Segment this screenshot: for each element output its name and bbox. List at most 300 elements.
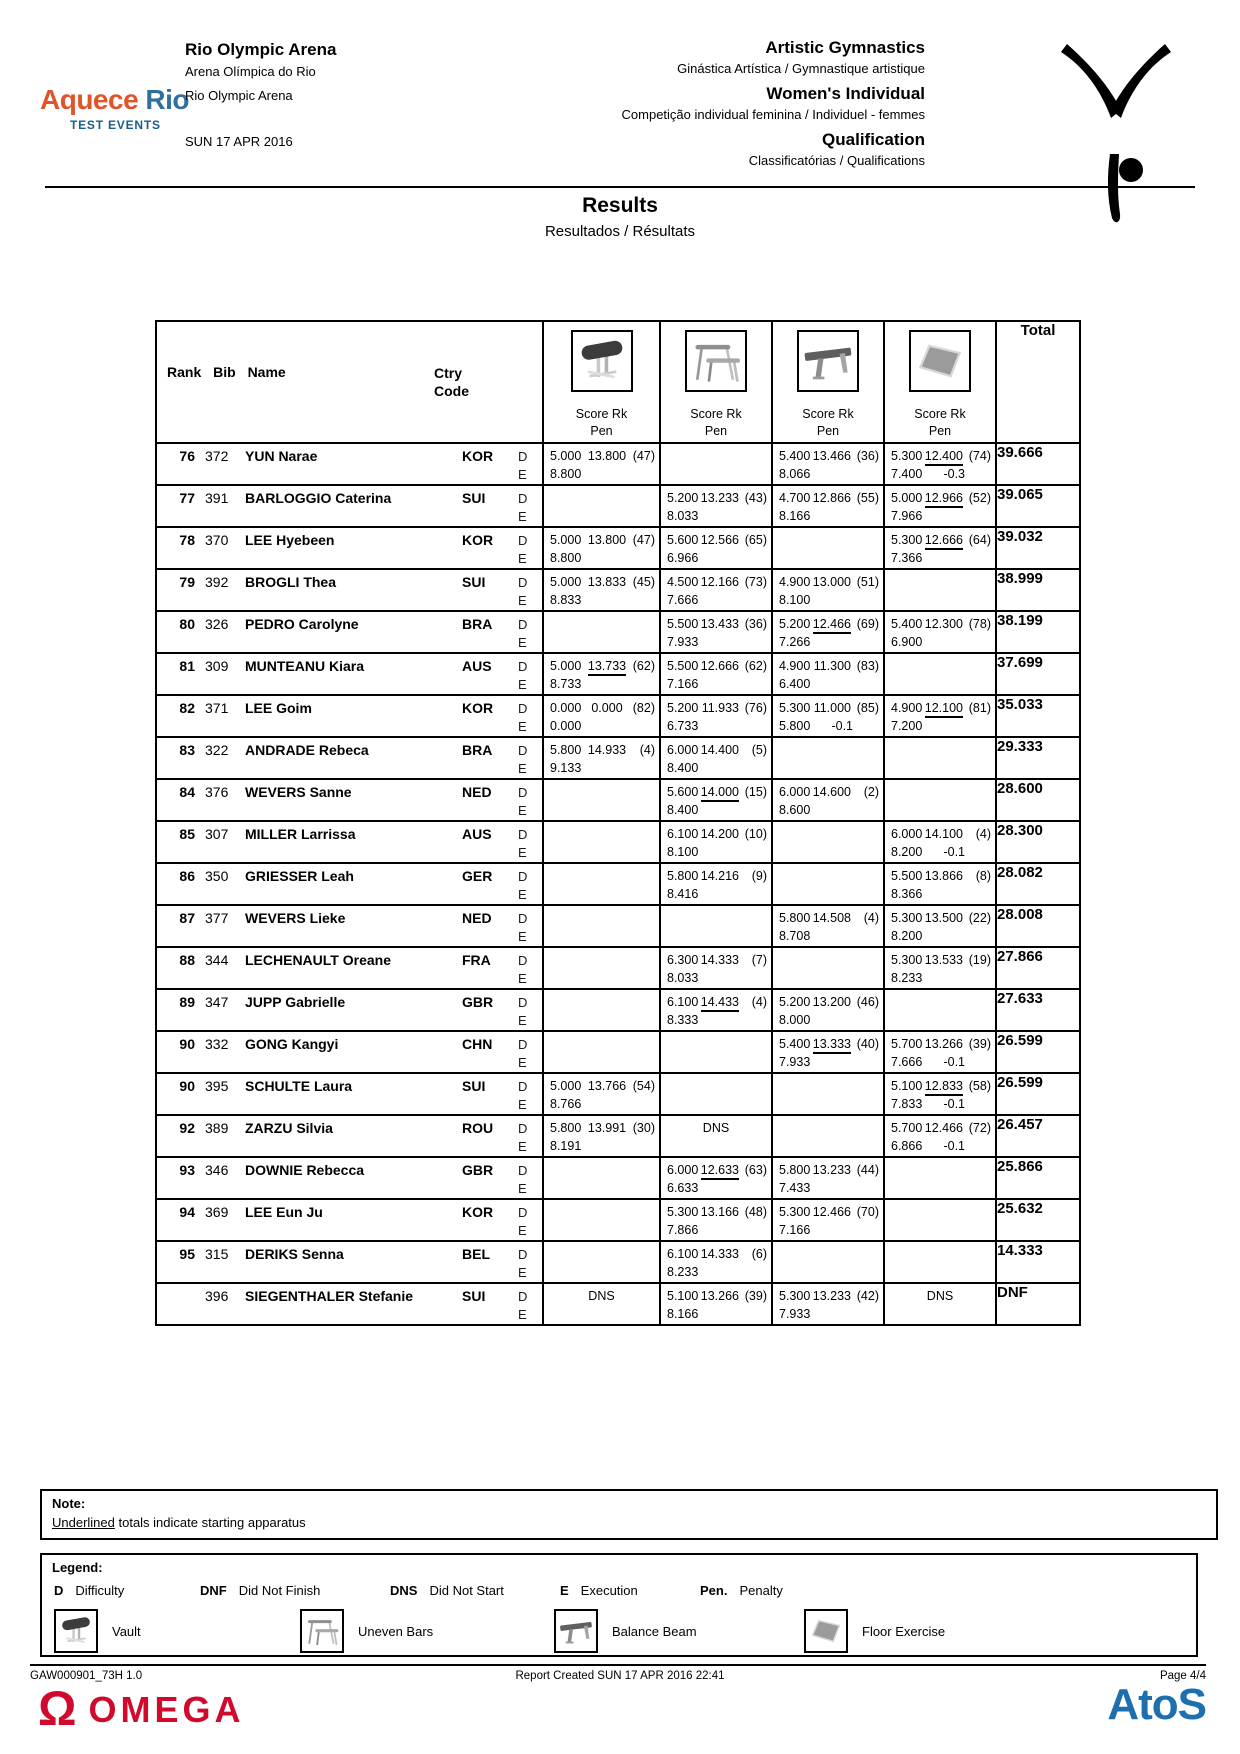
de-labels: D E [518,1163,528,1196]
legend-label: Legend: [52,1560,103,1575]
rank: 88 [179,952,195,968]
rank: 93 [179,1162,195,1178]
total-score: 26.457 [996,1115,1080,1157]
apparatus-score: 12.466 [924,1121,963,1135]
apparatus-score: 13.766 [587,1079,627,1093]
note-label: Note: [52,1496,86,1511]
e-score: 8.166 [779,509,811,523]
d-score: 5.200 [667,491,699,505]
total-score: 25.866 [996,1157,1080,1199]
e-score: 6.866 [891,1139,923,1153]
bib-number: 315 [205,1246,229,1262]
table-row [156,947,1080,989]
total-column-header: Total [996,321,1080,443]
balance-beam-score-cell [772,989,884,1031]
athlete-cell [156,1031,543,1073]
country-code: AUS [462,826,492,842]
apparatus-score: 14.333 [700,1247,739,1261]
uneven-bars-column-header: Score Rk Pen [660,321,772,443]
e-score: 8.400 [667,761,699,775]
country-code: KOR [462,448,494,464]
balance-beam-score-cell [772,569,884,611]
uneven-bars-score-cell [660,1283,772,1325]
bib-number: 396 [205,1288,229,1304]
apparatus-rank: (58) [968,1079,991,1093]
athlete-name: LEE Goim [245,700,312,716]
apparatus-rank: (4) [639,743,655,757]
apparatus-score: 12.566 [700,533,739,547]
e-score: 8.708 [779,929,811,943]
total-score: 28.008 [996,905,1080,947]
de-labels: D E [518,995,528,1028]
d-score: 4.900 [779,575,811,589]
penalty: -0.1 [831,719,853,733]
vault-score-cell [543,569,660,611]
legend-apparatus-item [54,1609,141,1653]
table-row [156,863,1080,905]
e-score: 8.366 [891,887,923,901]
vault-icon [54,1609,98,1653]
bib-number: 376 [205,784,229,800]
balance-beam-score-cell [772,821,884,863]
athlete-cell [156,779,543,821]
uneven-bars-score-cell [660,1031,772,1073]
d-score: 4.500 [667,575,699,589]
de-labels: D E [518,953,528,986]
d-score: 5.200 [779,995,811,1009]
apparatus-rank: (52) [968,491,991,505]
apparatus-score: 13.166 [700,1205,739,1219]
table-row [156,695,1080,737]
event-block [500,38,925,168]
country-code: AUS [462,658,492,674]
apparatus-rank: (39) [744,1289,767,1303]
country-code: ROU [462,1120,494,1136]
uneven-bars-score-cell [660,443,772,485]
e-score: 7.933 [779,1055,811,1069]
bib-number: 309 [205,658,229,674]
rank: 90 [179,1078,195,1094]
report-code: GAW000901_73H 1.0 [30,1670,143,1682]
e-score: 8.000 [779,1013,811,1027]
table-row [156,443,1080,485]
d-score: 4.900 [779,659,811,673]
e-score: 8.100 [779,593,811,607]
e-score: 8.033 [667,509,699,523]
athlete-name: SCHULTE Laura [245,1078,353,1094]
d-score: 5.500 [667,617,699,631]
total-score: DNF [996,1283,1080,1325]
apparatus-rank: (10) [744,827,767,841]
country-code: GER [462,868,493,884]
vault-score-cell [543,821,660,863]
note-text: Underlined totals indicate starting apparatus [52,1515,306,1530]
apparatus-rank: (39) [968,1037,991,1051]
apparatus-score: 11.300 [813,659,851,673]
apparatus-rank: (4) [975,827,991,841]
apparatus-score: 14.433 [701,995,739,1012]
e-score: 7.966 [891,509,923,523]
apparatus-rank: (47) [632,533,655,547]
de-labels: D E [518,827,528,860]
table-row [156,1199,1080,1241]
floor-exercise-score-cell [884,863,996,905]
athlete-cell [156,863,543,905]
table-row [156,653,1080,695]
apparatus-score: 13.233 [700,491,739,505]
apparatus-score: 12.966 [925,491,963,508]
d-score: 5.000 [550,449,582,463]
balance-beam-score-cell [772,947,884,989]
apparatus-rank: (43) [744,491,767,505]
d-score: 5.000 [550,659,582,673]
d-score: 5.000 [550,533,582,547]
floor-exercise-score-cell [884,611,996,653]
bib-number: 389 [205,1120,229,1136]
athlete-name: SIEGENTHALER Stefanie [245,1288,414,1304]
de-labels: D E [518,869,528,902]
bib-number: 369 [205,1204,229,1220]
legend-box [40,1553,1198,1657]
d-score: 5.700 [891,1121,923,1135]
de-labels: D E [518,533,528,566]
balance-beam-score-cell [772,905,884,947]
total-score: 27.866 [996,947,1080,989]
e-score: 8.200 [891,845,923,859]
total-score: 39.032 [996,527,1080,569]
e-score: 9.133 [550,761,582,775]
apparatus-score: 13.200 [812,995,851,1009]
apparatus-rank: (4) [751,995,767,1009]
rank: 80 [179,616,195,632]
athlete-cell [156,569,543,611]
athlete-cell [156,1157,543,1199]
d-score: 5.800 [779,1163,811,1177]
table-row [156,569,1080,611]
e-score: 8.166 [667,1307,699,1321]
uneven-bars-score-cell [660,1073,772,1115]
apparatus-rank: (72) [968,1121,991,1135]
penalty: -0.1 [943,1139,965,1153]
bib-number: 395 [205,1078,229,1094]
floor-exercise-score-cell [884,1241,996,1283]
athlete-name: YUN Narae [245,448,318,464]
bib-number: 344 [205,952,229,968]
de-labels: D E [518,1247,528,1280]
athlete-name: LECHENAULT Oreane [245,952,391,968]
apparatus-score: 12.400 [925,449,963,466]
e-score: 8.200 [891,929,923,943]
vault-score-cell [543,443,660,485]
table-row [156,485,1080,527]
athlete-name: WEVERS Lieke [245,910,346,926]
apparatus-rank: (70) [856,1205,879,1219]
d-score: 4.900 [891,701,923,715]
legend-apparatus-label: Uneven Bars [358,1623,434,1639]
de-labels: D E [518,1205,528,1238]
apparatus-score: 14.000 [701,785,739,802]
e-score: 7.666 [891,1055,923,1069]
uneven-bars-score-cell [660,695,772,737]
apparatus-rank: (74) [968,449,991,463]
apparatus-rank: (44) [856,1163,879,1177]
uneven-bars-score-cell [660,947,772,989]
apparatus-rank: (55) [856,491,879,505]
d-score: 5.000 [550,575,582,589]
balance-beam-score-cell [772,1157,884,1199]
apparatus-score: 14.200 [700,827,739,841]
uneven-bars-score-cell [660,653,772,695]
apparatus-rank: (9) [751,869,767,883]
d-score: 5.800 [779,911,811,925]
apparatus-rank: (81) [968,701,991,715]
legend-item [700,1583,783,1598]
apparatus-rank: (5) [751,743,767,757]
vault-column-header: Score Rk Pen [543,321,660,443]
athlete-cell [156,989,543,1031]
d-score: 6.100 [667,827,699,841]
country-code: SUI [462,574,486,590]
vault-score-cell [543,485,660,527]
vault-score-cell [543,653,660,695]
apparatus-rank: (73) [744,575,767,589]
apparatus-rank: (4) [863,911,879,925]
d-score: 5.100 [891,1079,923,1093]
athlete-name: LEE Hyebeen [245,532,335,548]
apparatus-rank: (82) [632,701,655,715]
e-score: 8.733 [550,677,582,691]
apparatus-score: 13.433 [700,617,739,631]
floor-exercise-score-cell [884,1283,996,1325]
floor-exercise-score-cell [884,779,996,821]
d-score: 6.100 [667,995,699,1009]
apparatus-score: 0.000 [591,701,623,715]
floor-exercise-score-cell [884,695,996,737]
d-score: 6.300 [667,953,699,967]
vault-score-cell [543,905,660,947]
vault-icon [571,330,633,392]
vault-score-cell [543,1199,660,1241]
balance-beam-score-cell [772,653,884,695]
uneven-bars-score-cell [660,611,772,653]
balance-beam-score-cell [772,695,884,737]
bib-number: 391 [205,490,229,506]
e-score: 8.233 [891,971,923,985]
floor-exercise-score-cell [884,989,996,1031]
table-row [156,737,1080,779]
d-score: 5.400 [891,617,923,631]
page-subtitle: Resultados / Résultats [544,223,696,240]
legend-apparatus-item [804,1609,945,1653]
vault-score-cell [543,1157,660,1199]
e-score: 7.366 [891,551,923,565]
table-row [156,1031,1080,1073]
e-score: 7.866 [667,1223,699,1237]
apparatus-score: 13.500 [924,911,963,925]
d-score: 5.800 [550,1121,582,1135]
apparatus-score: 14.400 [700,743,739,757]
athlete-cell [156,737,543,779]
apparatus-rank: (42) [856,1289,879,1303]
uneven-bars-score-cell [660,905,772,947]
apparatus-rank: (46) [856,995,879,1009]
apparatus-score: 13.333 [813,1037,851,1054]
balance-beam-score-cell [772,485,884,527]
balance-beam-score-cell [772,1115,884,1157]
e-score: 8.066 [779,467,811,481]
athlete-cell [156,1283,543,1325]
total-score: 25.632 [996,1199,1080,1241]
rank: 85 [179,826,195,842]
apparatus-score: 13.266 [924,1037,963,1051]
de-labels: D E [518,911,528,944]
de-labels: D E [518,743,528,776]
uneven-bars-score-cell [660,1115,772,1157]
page-title: Results [582,194,658,217]
floor-exercise-score-cell [884,569,996,611]
athlete-name: LEE Eun Ju [245,1204,323,1220]
page-number: Page 4/4 [1159,1670,1206,1682]
bib-number: 371 [205,700,229,716]
total-score: 28.300 [996,821,1080,863]
athlete-cell [156,611,543,653]
uneven-bars-score-cell [660,1199,772,1241]
apparatus-score: 14.100 [924,827,963,841]
uneven-bars-score-cell [660,527,772,569]
e-score: 5.800 [779,719,811,733]
apparatus-score: 13.733 [588,659,626,676]
e-score: 8.033 [667,971,699,985]
venue-subtitle-pt: Arena Olímpica do Rio [185,64,316,79]
balance-beam-score-cell [772,863,884,905]
d-score: 5.300 [891,953,923,967]
legend-abbr: DNS [390,1583,418,1598]
apparatus-score: 13.800 [587,449,627,463]
d-score: 6.100 [667,1247,699,1261]
floor-exercise-score-cell [884,443,996,485]
uneven-bars-score-cell [660,779,772,821]
apparatus-score: 11.933 [701,701,739,715]
apparatus-rank: (54) [632,1079,655,1093]
uneven-bars-score-cell [660,737,772,779]
uneven-bars-score-cell [660,863,772,905]
apparatus-score: 12.666 [925,533,963,550]
de-labels: D E [518,701,528,734]
athlete-name: BROGLI Thea [245,574,337,590]
table-row [156,611,1080,653]
apparatus-score: 13.800 [587,533,627,547]
legend-apparatus-item [554,1609,697,1653]
page-title-block [0,194,1240,240]
athlete-cell [156,905,543,947]
apparatus-rank: (85) [856,701,879,715]
vault-score-cell [543,1283,660,1325]
country-code: FRA [462,952,491,968]
d-score: 5.700 [891,1037,923,1051]
total-score: 39.065 [996,485,1080,527]
apparatus-rank: (62) [632,659,655,673]
penalty: -0.3 [943,467,965,481]
bib-number: 372 [205,448,229,464]
legend-item [200,1583,320,1598]
legend-apparatus-item [300,1609,433,1653]
legend-item [560,1583,638,1598]
apparatus-score: 13.833 [587,575,627,589]
d-score: 5.300 [779,1289,811,1303]
vault-score-cell [543,989,660,1031]
discipline-subtitle: Ginástica Artística / Gymnastique artistique [677,61,925,76]
floor-exercise-icon [909,330,971,392]
d-score: 5.300 [667,1205,699,1219]
balance-beam-icon [554,1609,598,1653]
balance-beam-score-cell [772,779,884,821]
bib-number: 350 [205,868,229,884]
total-score: 27.633 [996,989,1080,1031]
country-code: CHN [462,1036,493,1052]
uneven-bars-icon [685,330,747,392]
floor-exercise-score-cell [884,1073,996,1115]
penalty: -0.1 [943,845,965,859]
d-score: 4.700 [779,491,811,505]
balance-beam-icon [797,330,859,392]
legend-apparatus-label: Vault [112,1623,141,1639]
de-labels: D E [518,659,528,692]
floor-exercise-score-cell [884,1031,996,1073]
e-score: 7.433 [779,1181,811,1195]
dns-label: DNS [926,1289,954,1303]
d-score: 5.200 [779,617,811,631]
total-score: 39.666 [996,443,1080,485]
apparatus-score: 11.000 [813,701,851,715]
apparatus-rank: (63) [744,1163,767,1177]
de-labels: D E [518,1121,528,1154]
apparatus-score: 14.333 [700,953,739,967]
total-score: 29.333 [996,737,1080,779]
country-code: BEL [462,1246,490,1262]
rank: 78 [179,532,195,548]
table-row [156,527,1080,569]
athlete-cell [156,443,543,485]
rank: 87 [179,910,195,926]
de-labels: D E [518,1289,528,1322]
e-score: 7.933 [667,635,699,649]
apparatus-rank: (64) [968,533,991,547]
apparatus-rank: (6) [751,1247,767,1261]
athlete-cell [156,1073,543,1115]
country-code: KOR [462,1204,494,1220]
venue-block [185,40,336,149]
d-score: 0.000 [550,701,582,715]
uneven-bars-score-cell [660,1241,772,1283]
bib-number: 347 [205,994,229,1010]
apparatus-score: 12.833 [925,1079,963,1096]
country-code: KOR [462,532,494,548]
legend-abbr-label: Difficulty [75,1583,125,1598]
e-score: 8.233 [667,1265,699,1279]
vault-score-cell [543,737,660,779]
floor-exercise-score-cell [884,1199,996,1241]
athlete-cell [156,1115,543,1157]
uneven-bars-score-cell [660,821,772,863]
category-subtitle: Competição individual feminina / Individuel - femmes [621,107,925,122]
vault-score-cell [543,1031,660,1073]
balance-beam-score-cell [772,611,884,653]
d-score: 6.000 [667,1163,699,1177]
e-score: 7.833 [891,1097,923,1111]
country-code: KOR [462,700,494,716]
apparatus-rank: (83) [856,659,879,673]
apparatus-rank: (2) [863,785,879,799]
